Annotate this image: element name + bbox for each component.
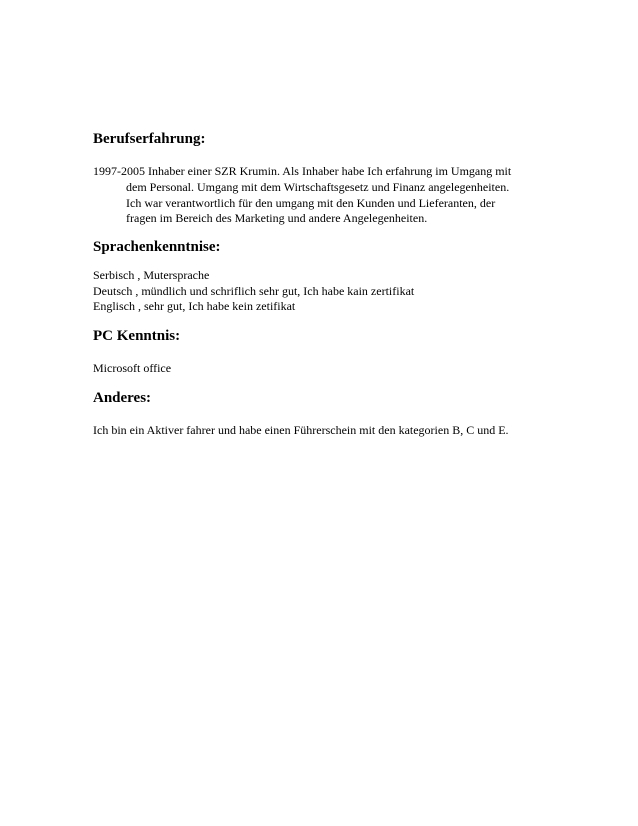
experience-line: Ich war verantwortlich für den umgang mit den Kunden und Lieferanten, der (126, 196, 496, 210)
other-heading: Anderes: (93, 390, 152, 406)
other-line: Ich bin ein Aktiver fahrer und habe einen Führerschein mit den kategorien B, C und E. (93, 423, 509, 437)
pc-heading: PC Kenntnis: (93, 328, 181, 344)
languages-line: Deutsch , mündlich und schriflich sehr gut, Ich habe kain zertifikat (93, 284, 415, 298)
languages-heading: Sprachenkenntnise: (93, 239, 221, 255)
languages-line: Serbisch , Mutersprache (93, 268, 210, 282)
languages-line: Englisch , sehr gut, Ich habe kein zetifikat (93, 299, 296, 313)
experience-heading: Berufserfahrung: (93, 131, 206, 147)
experience-line: 1997-2005 Inhaber einer SZR Krumin. Als Inhaber habe Ich erfahrung im Umgang mit (93, 164, 512, 178)
experience-line: fragen im Bereich des Marketing und andere Angelegenheiten. (126, 211, 428, 225)
pc-line: Microsoft office (93, 361, 172, 375)
experience-line: dem Personal. Umgang mit dem Wirtschaftsgesetz und Finanz angelegenheiten. (126, 180, 510, 194)
